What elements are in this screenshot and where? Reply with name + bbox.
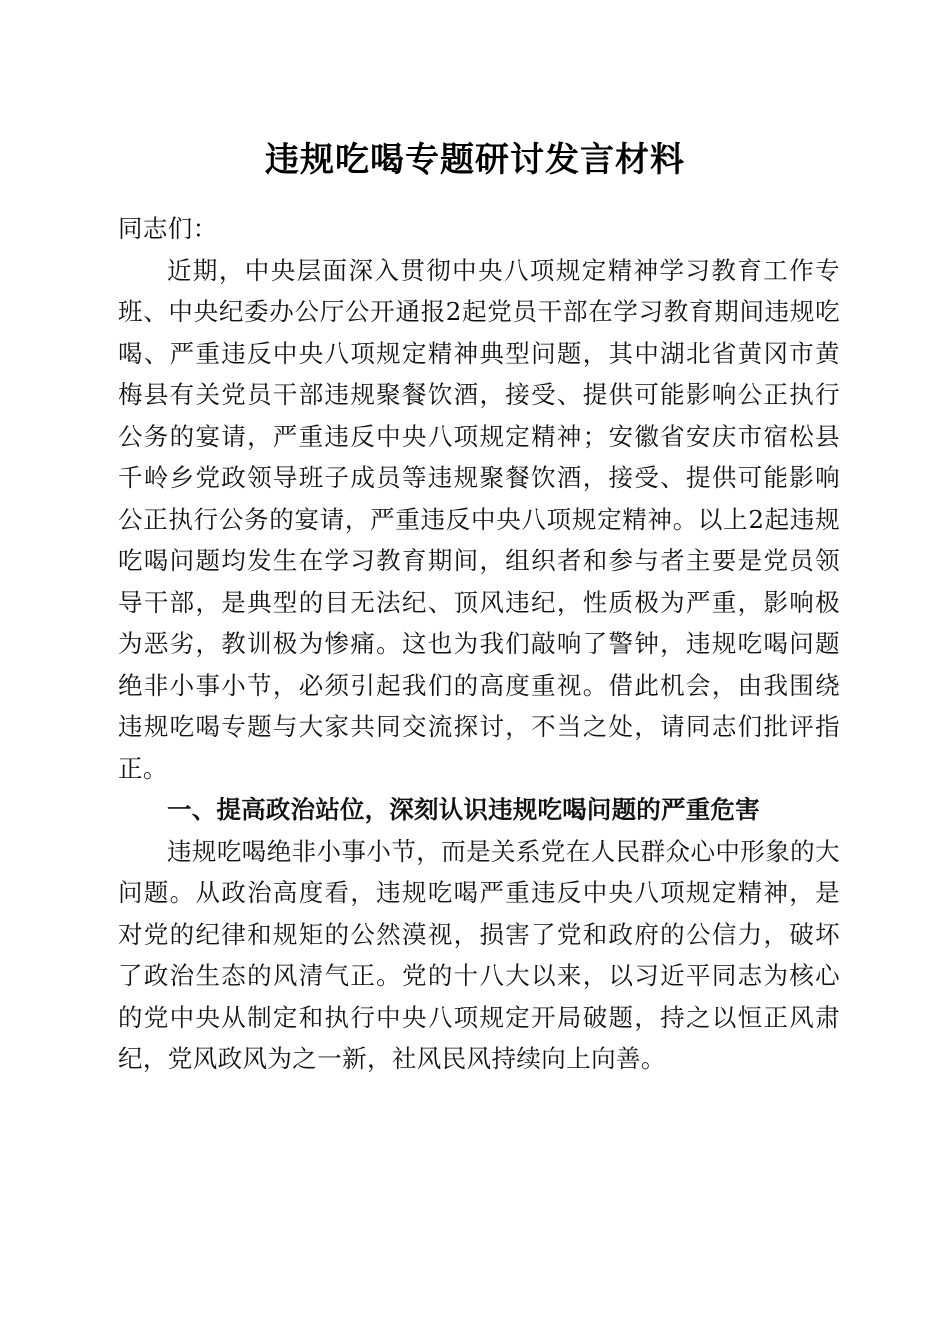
document-title: 违规吃喝专题研讨发言材料 <box>265 140 685 180</box>
salutation: 同志们： <box>118 214 218 243</box>
document-body <box>118 208 840 1080</box>
section-paragraph: 违规吃喝绝非小事小节，而是关系党在人民群众心中形象的大问题。从政治高度看，违规吃喝严重违反中央八项规定精神，是对党的纪律和规矩的公然漠视，损害了党和政府的公信力，破坏了政治生态的风清气正。党的十八大以来，以习近平同志为核心的党中央从制定和执行中央八项规定开局破题，持之以恒正风肃纪，党风政风为之一新，社风民风持续向上向善。 <box>118 836 840 1073</box>
intro-paragraph: 近期，中央层面深入贯彻中央八项规定精神学习教育工作专班、中央纪委办公厅公开通报2起党员干部在学习教育期间违规吃喝、严重违反中央八项规定精神典型问题，其中湖北省黄冈市黄梅县有关党员干部违规聚餐饮酒，接受、提供可能影响公正执行公务的宴请，严重违反中央八项规定精神；安徽省安庆市宿松县千岭乡党政领导班子成员等违规聚餐饮酒，接受、提供可能影响公正执行公务的宴请，严重违反中央八项规定精神。以上2起违规吃喝问题均发生在学习教育期间，组织者和参与者主要是党员领导干部，是典型的目无法纪、顶风违纪，性质极为严重，影响极为恶劣，教训极为惨痛。这也为我们敲响了警钟，违规吃喝问题绝非小事小节，必须引起我们的高度重视。借此机会，由我围绕违规吃喝专题与大家共同交流探讨，不当之处，请同志们批评指正。 <box>118 255 840 783</box>
section-heading: 一、提高政治站位，深刻认识违规吃喝问题的严重危害 <box>167 795 760 824</box>
